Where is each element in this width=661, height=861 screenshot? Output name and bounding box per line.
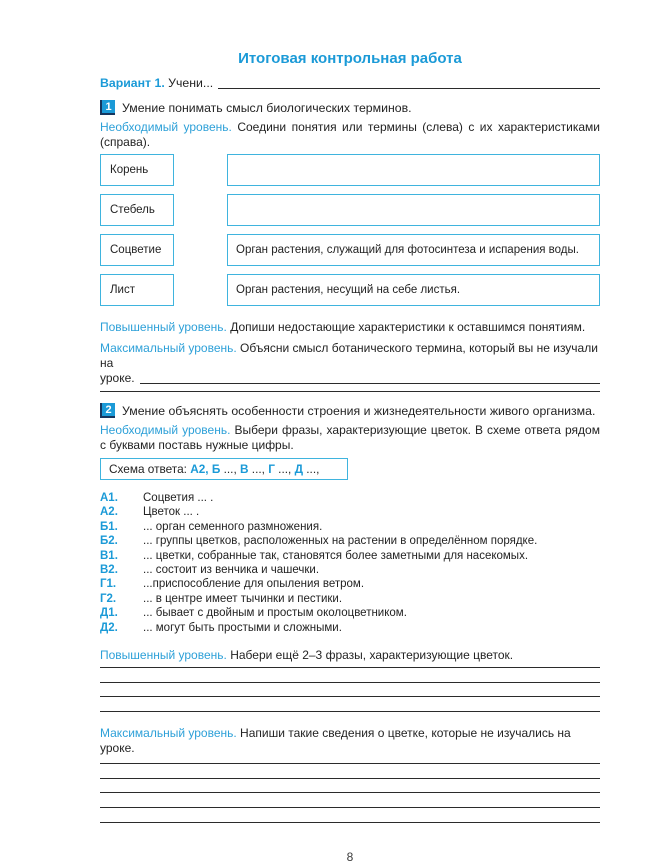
option-text: ... бывает с двойным и простым околоцветником. — [143, 607, 407, 620]
task1-max-text-tail: уроке. — [100, 371, 135, 385]
task1-advanced-paragraph — [100, 320, 600, 335]
student-name-label: Учени... — [164, 76, 214, 90]
variant-label: Вариант 1. — [100, 76, 165, 90]
option-text: Цветок ... . — [143, 506, 200, 519]
task1-advanced-text: Допиши недостающие характеристики к оставшимся понятиям. — [226, 320, 586, 334]
task2-advanced-paragraph — [100, 648, 600, 663]
option-label: Б1. — [100, 520, 118, 533]
task2-advanced-text: Набери ещё 2–3 фразы, характеризующие цветок. — [226, 648, 514, 663]
list-item — [100, 491, 600, 505]
task1-header — [100, 100, 600, 115]
task2-required-paragraph — [100, 423, 600, 453]
option-label: Г2. — [100, 592, 117, 605]
list-item — [100, 577, 600, 591]
scheme-letter: В — [240, 462, 249, 476]
task2-number-badge: 2 — [100, 403, 115, 418]
answer-line[interactable] — [100, 764, 600, 779]
list-item — [100, 606, 600, 620]
scheme-blank: ..., — [220, 462, 240, 476]
option-label: Б2. — [100, 535, 118, 548]
task2-max-level-label: Максимальный уровень. — [100, 725, 237, 740]
scheme-blank: ..., — [302, 462, 320, 476]
definition-box: Орган растения, служащий для фотосинтеза и испарения воды. — [227, 234, 600, 266]
option-label: А2. — [100, 506, 118, 519]
term-box: Соцветие — [100, 234, 174, 266]
term-box: Стебель — [100, 194, 174, 226]
term-box: Лист — [100, 274, 174, 306]
list-item — [100, 534, 600, 548]
option-text: ... группы цветков, расположенных на растении в определённом порядке. — [143, 535, 538, 548]
task1-required-level-label: Необходимый уровень. — [100, 120, 232, 134]
scheme-letter: А2, — [190, 462, 209, 476]
answer-line[interactable] — [100, 391, 600, 392]
option-text: ... в центре имеет тычинки и пестики. — [143, 592, 343, 605]
list-item — [100, 592, 600, 606]
list-item — [100, 520, 600, 534]
task1-max-paragraph — [100, 341, 600, 371]
task2-max-text: Напиши такие сведения о цветке, которые не изучались на уроке. — [100, 725, 571, 755]
option-text: ... цветки, собранные так, становятся более заметными для насекомых. — [143, 549, 529, 562]
option-text: ... орган семенного размножения. — [143, 520, 323, 533]
list-item — [100, 621, 600, 635]
option-text: ... состоит из венчика и чашечки. — [143, 564, 320, 577]
task1-max-text: Объясни смысл ботанического термина, который вы не изучали на — [100, 341, 598, 370]
task1-required-paragraph — [100, 120, 600, 150]
option-label: А1. — [100, 492, 118, 504]
list-item — [100, 549, 600, 563]
scheme-letter: Б — [211, 462, 221, 476]
definition-box[interactable] — [227, 194, 600, 226]
answer-line[interactable] — [100, 683, 600, 698]
table-row — [100, 194, 600, 226]
task1-required-text: Соедини понятия или термины (слева) с их характеристиками (справа). — [100, 120, 600, 149]
task2-header — [100, 403, 600, 418]
option-text: Соцветия ... . — [143, 492, 214, 504]
option-text: ... могут быть простыми и сложными. — [143, 621, 342, 634]
answer-line[interactable] — [100, 793, 600, 808]
option-label: Г1. — [100, 578, 117, 591]
answer-line[interactable] — [100, 779, 600, 794]
answer-line[interactable] — [100, 668, 600, 683]
answer-scheme-label: Схема ответа: — [109, 462, 191, 476]
table-row — [100, 154, 600, 186]
term-box: Корень — [100, 154, 174, 186]
scheme-letter: Д — [294, 462, 303, 476]
table-row — [100, 234, 600, 266]
option-label: Д2. — [100, 621, 118, 634]
task2-required-level-label: Необходимый уровень. — [100, 423, 231, 437]
options-list — [100, 491, 600, 635]
page-number: 8 — [346, 849, 354, 861]
answer-lines-block — [100, 756, 600, 823]
definition-box: Орган растения, несущий на себе листья. — [227, 274, 600, 306]
task1-advanced-level-label: Повышенный уровень. — [100, 320, 227, 334]
task2-advanced-level-label: Повышенный уровень. — [100, 648, 227, 663]
answer-scheme-box[interactable] — [100, 458, 348, 480]
matching-table — [100, 154, 600, 306]
content-column — [100, 0, 600, 861]
list-item — [100, 563, 600, 577]
option-label: В1. — [100, 549, 118, 562]
scheme-letter: Г — [268, 462, 275, 476]
task2-required-text: Выбери фразы, характеризующие цветок. В схеме ответа рядом с буквами поставь нужные цифры. — [100, 423, 600, 452]
scheme-blank: ..., — [274, 462, 295, 476]
definition-box[interactable] — [227, 154, 600, 186]
answer-line[interactable] — [100, 756, 600, 764]
student-name-line[interactable] — [218, 88, 600, 89]
task2-title: Умение объяснять особенности строения и жизнедеятельности живого организма. — [122, 403, 596, 418]
task1-max-level-label: Максимальный уровень. — [100, 341, 237, 355]
task1-title: Умение понимать смысл биологических терминов. — [122, 100, 412, 115]
task1-number-badge: 1 — [100, 100, 115, 115]
answer-line[interactable] — [100, 697, 600, 712]
variant-row — [100, 76, 600, 91]
task1-max-paragraph-line2 — [100, 371, 600, 386]
task2-max-paragraph — [100, 726, 600, 756]
scheme-blank: ..., — [248, 462, 269, 476]
list-item — [100, 505, 600, 519]
answer-line[interactable] — [100, 808, 600, 823]
option-text: ...приспособление для опыления ветром. — [143, 578, 365, 591]
option-label: В2. — [100, 564, 118, 577]
option-label: Д1. — [100, 607, 118, 620]
answer-line[interactable] — [140, 383, 600, 384]
answer-lines-block — [100, 663, 600, 712]
table-row — [100, 274, 600, 306]
page-title: Итоговая контрольная работа — [238, 50, 462, 67]
